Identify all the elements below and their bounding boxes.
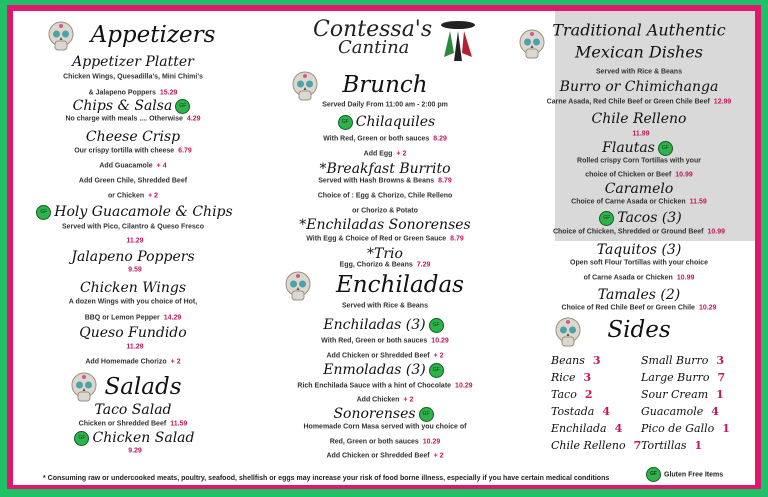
item-description: Rolled crispy Corn Tortillas with your: [577, 157, 701, 165]
side-price: 3: [716, 354, 725, 367]
gluten-free-badge-icon: GF: [36, 205, 51, 220]
side-price: 4: [602, 405, 610, 418]
item-name: Chips & Salsa GF: [13, 98, 253, 114]
gluten-free-badge-icon: GF: [338, 115, 353, 130]
middle-column: [265, 11, 505, 485]
add-on: Add Chicken or Shredded Beef + 2: [326, 452, 444, 460]
side-price: 1: [716, 388, 724, 401]
gluten-free-badge-icon: GF: [419, 407, 434, 422]
side-name: Tostada: [551, 405, 595, 418]
item-name: *Breakfast Burrito: [319, 161, 451, 177]
side-name: Enchilada: [551, 422, 607, 435]
gluten-free-badge-icon: GF: [658, 141, 673, 156]
side-item: [641, 354, 724, 367]
add-on: Add Green Chile, Shredded Beef: [78, 177, 188, 185]
add-on: Add Homemade Chorizo + 2: [85, 358, 181, 366]
side-name: Chile Relleno: [551, 439, 626, 452]
gluten-free-badge-icon: GF: [646, 467, 661, 482]
item-name: Jalapeno Poppers: [71, 249, 195, 265]
item-description: Served with Hash Browns & Beans 8.79: [318, 177, 452, 185]
right-column: [523, 11, 755, 485]
appetizers-heading: Appetizers: [90, 22, 216, 48]
item-name: Chicken Wings: [79, 280, 187, 296]
item-name: Taquitos (3): [596, 242, 682, 258]
item-description: Choice of : Egg & Chorizo, Chile Relleno: [317, 192, 453, 200]
item-description: A dozen Wings with you choice of Hot,: [68, 298, 198, 306]
side-item: [551, 371, 591, 384]
item-description: choice of Chicken or Beef 10.99: [585, 171, 693, 179]
add-on: or Chicken + 2: [107, 192, 159, 200]
price: 11.29: [126, 343, 144, 351]
item-name: Sonorenses GF: [265, 406, 505, 422]
side-name: Pico de Gallo: [641, 422, 715, 435]
item-description: Served with Pico, Cilantro & Queso Fresco: [62, 223, 204, 231]
item-name: GF Tacos (3): [523, 210, 755, 226]
item-name: Caramelo: [604, 181, 674, 197]
gluten-free-legend: GF Gluten Free Items: [643, 467, 723, 482]
item-name: Flautas GF: [523, 140, 755, 156]
price: 11.99: [632, 130, 650, 138]
section-subtitle: Served with Rice & Beans: [342, 302, 428, 310]
side-item: [551, 354, 601, 367]
item-name: *Enchiladas Sonorenses: [299, 217, 471, 233]
side-item: [551, 439, 641, 452]
section-subtitle: Served with Rice & Beans: [596, 68, 682, 76]
contessas-cantina-logo: Contessa's Cantina: [308, 15, 478, 65]
item-description: Choice of Red Chile Beef or Green Chile 10.29: [561, 304, 717, 312]
side-item: [641, 439, 702, 452]
price: 9.29: [128, 447, 142, 455]
item-description: Homemade Corn Masa served with you choice of: [303, 423, 467, 431]
side-price: 7: [717, 371, 726, 384]
item-name: Queso Fundido: [79, 325, 187, 341]
gluten-free-badge-icon: GF: [599, 211, 614, 226]
side-name: Guacamole: [641, 405, 704, 418]
traditional-heading: Traditional Authentic: [552, 20, 726, 40]
item-description: Chicken Wings, Quesadilla's, Mini Chimi's: [63, 73, 203, 81]
side-price: 4: [614, 422, 623, 435]
item-name: Appetizer Platter: [72, 54, 194, 70]
gluten-free-badge-icon: GF: [429, 363, 444, 378]
side-price: 3: [583, 371, 592, 384]
add-on: Add Chicken or Shredded Beef + 2: [326, 352, 444, 360]
side-item: [641, 371, 725, 384]
side-price: 7: [633, 439, 642, 452]
item-description: & Jalapeno Poppers 15.29: [88, 89, 178, 97]
side-item: [551, 405, 610, 418]
side-price: 4: [711, 405, 719, 418]
item-name: GF Chicken Salad: [13, 430, 253, 446]
side-item: [551, 388, 592, 401]
gluten-free-badge-icon: GF: [175, 99, 190, 114]
left-column: [13, 11, 253, 485]
item-name: GF Chilaquiles: [265, 114, 505, 130]
side-name: Tortillas: [641, 439, 687, 452]
side-price: 3: [592, 354, 601, 367]
side-name: Rice: [551, 371, 576, 384]
item-description: With Red, Green or both sauces 8.29: [323, 135, 447, 143]
add-on: Add Egg + 2: [363, 150, 407, 158]
item-description: of Carne Asada or Chicken 10.99: [583, 274, 695, 282]
food-safety-disclaimer: * Consuming raw or undercooked meats, poultry, seafood, shellfish or eggs may increase your risk of food borne illness, especially if you have certain medical conditions: [43, 475, 610, 482]
item-description: BBQ or Lemon Pepper 14.29: [84, 314, 182, 322]
brunch-heading: Brunch: [342, 72, 428, 98]
item-name: Enchiladas (3) GF: [265, 317, 505, 333]
item-name: Taco Salad: [94, 402, 172, 418]
side-item: [551, 422, 622, 435]
item-name: Enmoladas (3) GF: [265, 362, 505, 378]
gluten-free-badge-icon: GF: [429, 318, 444, 333]
side-price: 2: [584, 388, 593, 401]
item-name: Burro or Chimichanga: [559, 79, 719, 95]
item-description: Chicken or Shredded Beef 11.59: [78, 420, 188, 428]
item-description: Rich Enchilada Sauce with a hint of Chocolate 10.29: [297, 382, 473, 390]
item-name: *Trio: [367, 246, 403, 262]
side-item: [641, 422, 730, 435]
side-item: [641, 388, 724, 401]
item-description: With Red, Green or both sauces 10.29: [321, 337, 449, 345]
section-subtitle: Served Daily From 11:00 am - 2:00 pm: [322, 101, 448, 109]
item-name: GF Holy Guacamole & Chips: [13, 204, 253, 220]
item-description: Red, Green or both sauces 10.29: [329, 438, 441, 446]
side-name: Large Burro: [641, 371, 710, 384]
item-description: Open soft Flour Tortillas with your choice: [570, 259, 708, 267]
item-description: Choice of Carne Asada or Chicken 11.59: [571, 198, 707, 206]
item-description: Egg, Chorizo & Beans 7.29: [339, 261, 431, 269]
side-name: Sour Cream: [641, 388, 709, 401]
side-price: 1: [722, 422, 730, 435]
price: 6.79: [178, 147, 192, 155]
menu-page: [13, 11, 755, 485]
item-description: Carne Asada, Red Chile Beef or Green Chile Beef 12.99: [546, 98, 732, 106]
gluten-free-badge-icon: GF: [74, 431, 89, 446]
item-description: With Egg & Choice of Red or Green Sauce 8.79: [306, 235, 464, 243]
item-name: Cheese Crisp: [85, 129, 181, 145]
enchiladas-heading: Enchiladas: [336, 272, 464, 298]
item-description: Our crispy tortilla with cheese 6.79: [74, 147, 192, 155]
side-name: Beans: [551, 354, 585, 367]
price: 9.59: [128, 266, 142, 274]
price: 15.29: [159, 89, 178, 97]
price: 4.29: [186, 115, 201, 123]
add-on: Add Chicken + 2: [356, 396, 414, 404]
salads-heading: Salads: [104, 374, 182, 400]
side-item: [641, 405, 719, 418]
add-on: Add Guacamole + 4: [99, 162, 167, 170]
side-price: 1: [694, 439, 703, 452]
item-description: Choice of Chicken, Shredded or Ground Beef 10.99: [552, 228, 726, 236]
item-name: Chile Relleno: [591, 111, 687, 127]
traditional-heading: Mexican Dishes: [574, 42, 704, 62]
side-name: Taco: [551, 388, 577, 401]
price: 11.29: [126, 237, 144, 245]
item-description: or Chorizo & Potato: [352, 207, 418, 215]
side-name: Small Burro: [641, 354, 709, 367]
item-name: Tamales (2): [597, 287, 681, 303]
item-description: No charge with meals .... Otherwise 4.29: [65, 115, 201, 123]
sides-heading: Sides: [607, 317, 671, 343]
